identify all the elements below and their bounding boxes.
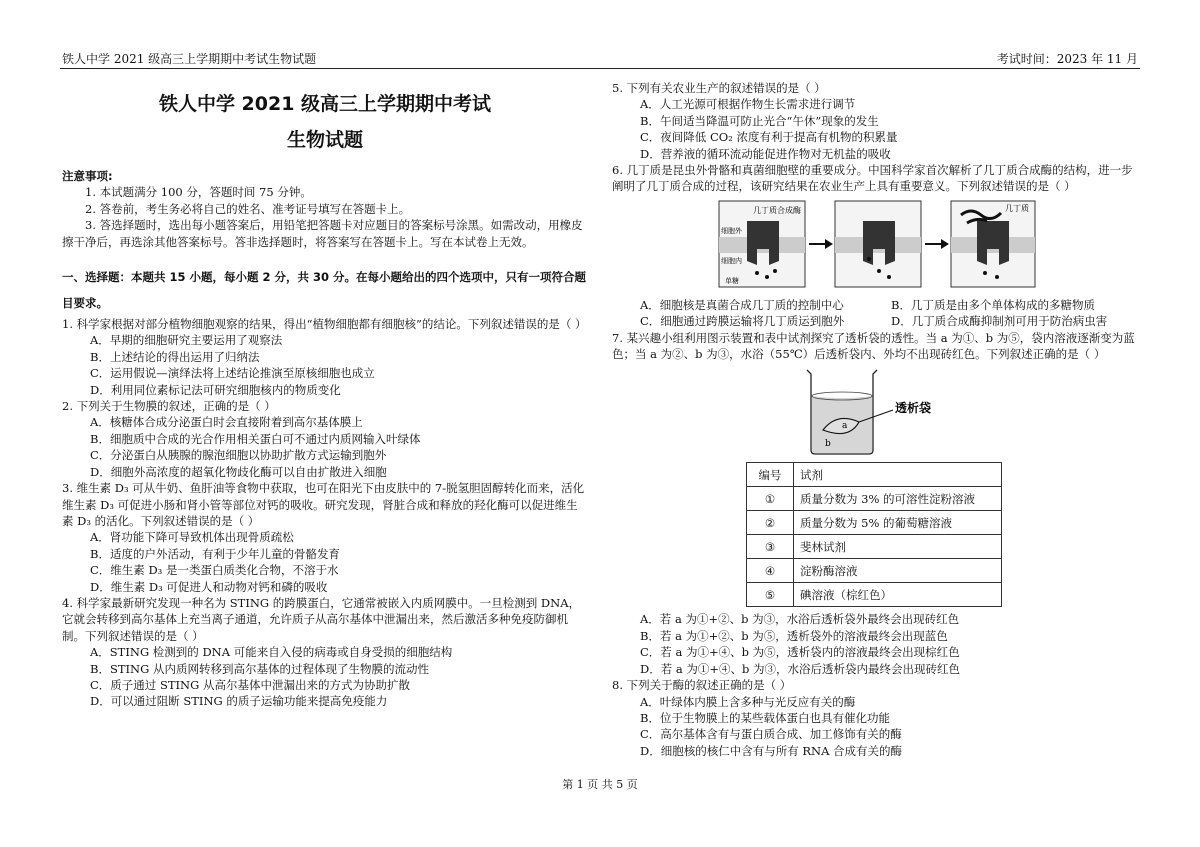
header-right: 考试时间：2023 年 11 月 [996,52,1138,66]
question-stem: 3. 维生素 D₃ 可从牛奶、鱼肝油等食物中获取，也可在阳光下由皮肤中的 7-脱氢胆固醇转化而来，活化维生素 D₃ 可促进小肠和肾小管等部位对钙的吸收。研究发现，肾脏合成和释放的羟化酶可以促进维生素 D₃ 的活化。下列叙述错误的是（ ） [62,481,585,528]
option: B．细胞质中合成的光合作用相关蛋白可不通过内质网输入叶绿体 [90,431,421,446]
option: B．上述结论的得出运用了归纳法 [90,349,260,364]
section-heading: 一、选择题：本题共 15 小题，每小题 2 分，共 30 分。在每小题给出的四个选项中，只有一项符合题目要求。 [62,270,587,311]
option: A．早期的细胞研究主要运用了观察法 [90,333,283,348]
option-row [612,297,1142,313]
notice-item: 1. 本试题满分 100 分，答题时间 75 分钟。 [85,185,312,200]
option: D．利用同位素标记法可研究细胞核内的物质变化 [90,382,341,397]
option: C．质子通过 STING 从高尔基体中泄漏出来的方式为协助扩散 [90,677,410,692]
option-row [612,313,1142,329]
figure-label-enzyme: 几丁质合成酶 [753,205,801,215]
question-3 [62,480,588,595]
notice-heading: 注意事项: [62,169,113,183]
option: B．午间适当降温可防止光合“午休”现象的发生 [640,113,879,128]
figure-label-b: b [825,439,831,450]
option: A．核糖体合成分泌蛋白时会直接附着到高尔基体膜上 [90,415,363,430]
option: A．叶绿体内膜上含多种与光反应有关的酶 [640,694,856,709]
option: A．肾功能下降可导致机体出现骨质疏松 [90,530,294,545]
option: D．几丁质合成酶抑制剂可用于防治病虫害 [891,314,1108,329]
question-stem: 1. 科学家根据对部分植物细胞观察的结果，得出“植物细胞都有细胞核”的结论。下列叙述错误的是（ ） [62,317,587,332]
option: B．若 a 为①+②、b 为⑤，透析袋外的溶液最终会出现蓝色 [640,628,948,643]
question-5 [612,80,1142,162]
beaker-diagram [797,366,957,456]
left-column [62,80,588,710]
table-row [747,511,1002,535]
option: C．细胞通过跨膜运输将几丁质运到胞外 [640,314,845,329]
option: C．分泌蛋白从胰腺的腺泡细胞以协助扩散方式运输到胞外 [90,448,387,463]
table-header: 编号 [747,463,794,487]
table-row [747,559,1002,583]
question-stem: 8. 下列关于酶的叙述正确的是（ ） [612,678,792,693]
question-2 [62,398,588,480]
table-cell: ① [747,487,794,511]
question-stem: 2. 下列关于生物膜的叙述，正确的是（ ） [62,399,276,414]
option: C．维生素 D₃ 是一类蛋白质类化合物，不溶于水 [90,563,339,578]
option: D．可以通过阻断 STING 的质子运输功能来提高免疫能力 [90,694,388,709]
chitin-synthase-figure [612,199,1142,291]
question-4 [62,595,588,710]
option: D．营养液的循环流动能促进作物对无机盐的吸收 [640,146,891,161]
question-stem: 4. 科学家最新研究发现一种名为 STING 的跨膜蛋白，它通常被嵌入内质网膜中。一旦检测到 DNA，它就会转移到高尔基体上充当离子通道，允许质子从高尔基体中泄漏出来，然后激活多种免疫防御机制。下列叙述错误的是（ ） [62,595,581,643]
table-row [747,535,1002,559]
figure-label-chitin: 几丁质 [1005,203,1029,213]
option: B．位于生物膜上的某些载体蛋白也具有催化功能 [640,710,890,725]
figure-label-outside: 细胞外 [721,226,742,235]
figure-label-inside: 细胞内 [721,256,742,265]
option: B．几丁质是由多个单体构成的多糖物质 [891,297,1095,312]
exam-title: 铁人中学 2021 级高三上学期期中考试 [158,93,492,115]
table-cell: ④ [747,559,794,583]
table-header-row [747,463,1002,487]
option: C．高尔基体含有与蛋白质合成、加工修饰有关的酶 [640,727,902,742]
table-row [747,487,1002,511]
option: C．夜间降低 CO₂ 浓度有利于提高有机物的积累量 [640,130,898,145]
header-rule [60,68,1140,69]
dialysis-bag-figure [612,366,1142,456]
option: D．细胞核的核仁中含有与所有 RNA 合成有关的酶 [640,743,903,758]
right-column [612,80,1142,759]
option: D．若 a 为①+④、b 为③，水浴后透析袋内最终会出现砖红色 [640,661,961,676]
figure-label-bag: 透析袋 [895,401,932,416]
option: D．维生素 D₃ 可促进人和动物对钙和磷的吸收 [90,579,328,594]
figure-label-monomer: 单糖 [725,276,739,285]
option: A．细胞核是真菌合成几丁质的控制中心 [640,297,844,312]
option: C．运用假说—演绎法将上述结论推演至原核细胞也成立 [90,366,375,381]
option: C．若 a 为①+④、b 为⑤，透析袋内的溶液最终会出现棕红色 [640,645,960,660]
question-stem: 5. 下列有关农业生产的叙述错误的是（ ） [612,81,826,95]
table-cell: 淀粉酶溶液 [794,559,1002,583]
question-7 [612,330,1142,677]
question-1 [62,316,588,398]
question-8 [612,677,1142,759]
header-left: 铁人中学 2021 级高三上学期期中考试生物试题 [62,52,317,66]
chitin-synthase-diagram [717,199,1037,291]
table-cell: 碘溶液（棕红色） [794,583,1002,607]
option: A．STING 检测到的 DNA 可能来自入侵的病毒或自身受损的细胞结构 [90,645,453,660]
question-stem: 6. 几丁质是昆虫外骨骼和真菌细胞壁的重要成分。中国科学家首次解析了几丁质合成酶的结构，进一步阐明了几丁质合成的过程，该研究结果在农业生产上具有重要意义。下列叙述错误的是（ ） [612,163,1133,194]
option: B．适度的户外活动，有利于少年儿童的骨骼发育 [90,546,340,561]
table-cell: ⑤ [747,583,794,607]
table-row [747,583,1002,607]
question-6 [612,162,1142,330]
figure-label-a: a [842,421,848,432]
option: A．若 a 为①+②、b 为③，水浴后透析袋外最终会出现砖红色 [640,612,960,627]
table-cell: ③ [747,535,794,559]
page-number: 第 1 页 共 5 页 [562,778,638,791]
reagent-table [746,462,1002,607]
table-header: 试剂 [794,463,1002,487]
table-cell: 质量分数为 5% 的葡萄糖溶液 [794,511,1002,535]
option: A．人工光源可根据作物生长需求进行调节 [640,97,856,112]
table-cell: 质量分数为 3% 的可溶性淀粉溶液 [794,487,1002,511]
option: B．STING 从内质网转移到高尔基体的过程体现了生物膜的流动性 [90,661,429,676]
option: D．细胞外高浓度的超氧化物歧化酶可以自由扩散进入细胞 [90,464,387,479]
notice-item: 2. 答卷前，考生务必将自己的姓名、准考证号填写在答题卡上。 [85,201,411,216]
table-cell: ② [747,511,794,535]
exam-subtitle: 生物试题 [286,129,363,151]
table-cell: 斐林试剂 [794,535,1002,559]
question-stem: 7. 某兴趣小组利用图示装置和表中试剂探究了透析袋的透性。当 a 为①、b 为⑤，袋内溶液逐渐变为蓝色；当 a 为②、b 为③，水浴（55℃）后透析袋内、外均不出现砖红色。下列叙述正确的是（ ） [612,330,1135,362]
notice-item: 3. 答选择题时，选出每小题答案后，用铅笔把答题卡对应题目的答案标号涂黑。如需改动，用橡皮擦干净后，再选涂其他答案标号。答非选择题时，将答案写在答题卡上。写在本试卷上无效。 [62,218,583,249]
